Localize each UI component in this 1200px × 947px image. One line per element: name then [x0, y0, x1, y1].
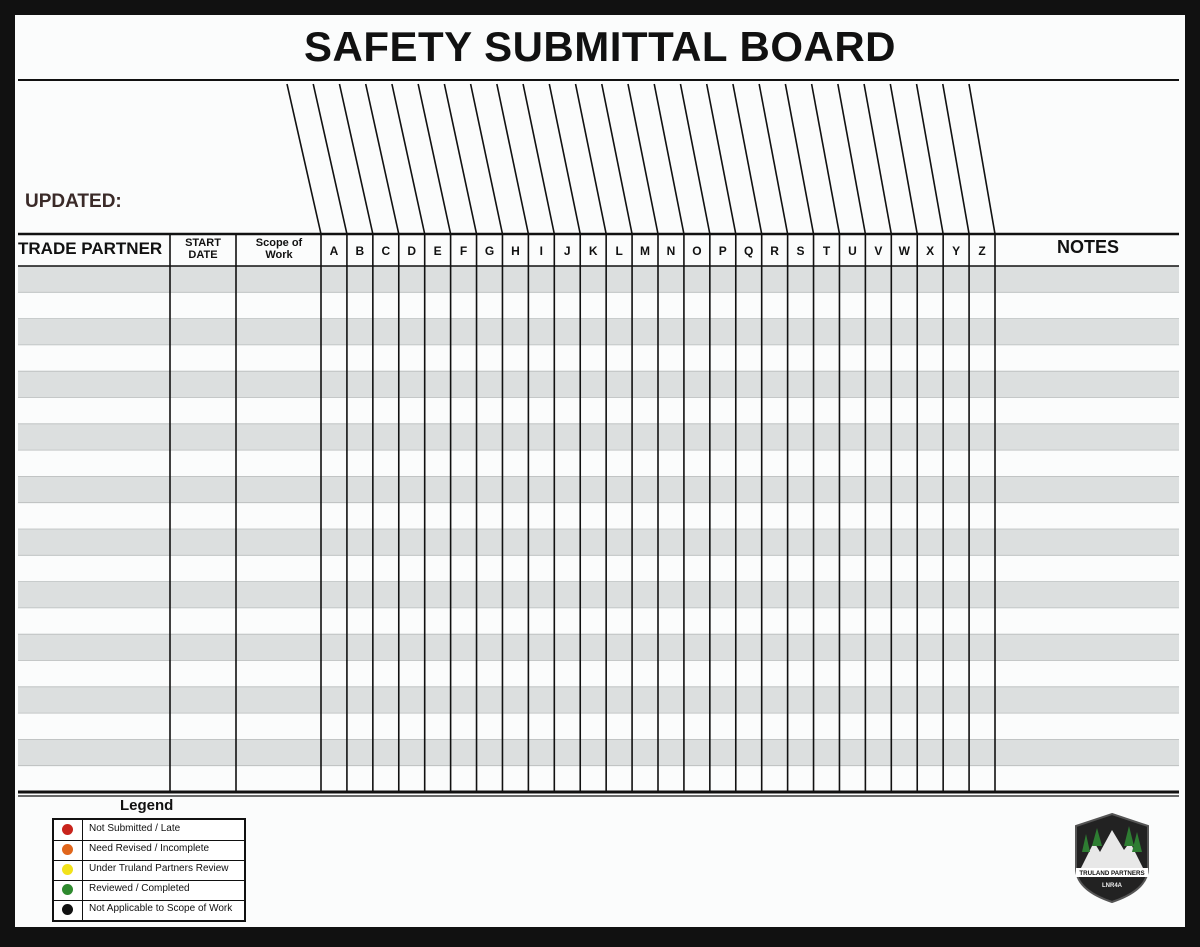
letter-header-n: N: [666, 244, 676, 258]
legend-divider: [82, 900, 83, 920]
legend-label: Not Submitted / Late: [89, 823, 181, 834]
letter-header-i: I: [539, 244, 544, 258]
letter-header-y: Y: [952, 244, 961, 258]
legend-item: [54, 840, 244, 860]
letter-header-k: K: [588, 244, 598, 258]
letter-header-m: M: [640, 244, 651, 258]
legend-color-dot: [62, 884, 73, 895]
legend-item: [54, 820, 244, 840]
letter-header-q: Q: [744, 244, 754, 258]
legend-title: Legend: [120, 797, 174, 814]
letter-header-c: C: [381, 244, 391, 258]
legend-box: [52, 818, 246, 922]
letter-header-a: A: [329, 244, 339, 258]
row-band-shaded: [18, 424, 1179, 450]
letter-header-p: P: [718, 244, 727, 258]
letter-header-f: F: [459, 244, 468, 258]
letter-header-x: X: [926, 244, 935, 258]
board-surface: [15, 15, 1185, 927]
legend-item: [54, 880, 244, 900]
legend-color-dot: [62, 864, 73, 875]
trade-partner-header: TRADE PARTNER: [18, 239, 163, 258]
start-date-header: [172, 238, 234, 261]
legend-row-line: [54, 880, 244, 881]
legend-label: Need Revised / Incomplete: [89, 843, 210, 854]
legend-color-dot: [62, 844, 73, 855]
row-band-shaded: [18, 319, 1179, 345]
svg-text:LNR4A: LNR4A: [1101, 883, 1123, 889]
legend-divider: [82, 860, 83, 880]
letter-header-b: B: [355, 244, 365, 258]
letter-header-l: L: [615, 244, 623, 258]
row-band-shaded: [18, 266, 1179, 292]
letter-header-s: S: [796, 244, 805, 258]
row-band-shaded: [18, 582, 1179, 608]
legend-item: [54, 900, 244, 920]
legend-label: Under Truland Partners Review: [89, 863, 229, 874]
scope-header-line1: Scope of: [255, 237, 303, 249]
legend-item: [54, 860, 244, 880]
legend-row-line: [54, 840, 244, 841]
row-band-shaded: [18, 529, 1179, 555]
letter-header-o: O: [692, 244, 702, 258]
legend-row-line: [54, 900, 244, 901]
board-title: SAFETY SUBMITTAL BOARD: [303, 23, 896, 70]
letter-header-t: T: [822, 244, 831, 258]
svg-text:TRULAND PARTNERS: TRULAND PARTNERS: [1079, 870, 1145, 877]
row-band-shaded: [18, 371, 1179, 397]
scope-of-work-header: [240, 238, 318, 261]
legend-color-dot: [62, 824, 73, 835]
legend-label: Reviewed / Completed: [89, 883, 190, 894]
notes-header: NOTES: [1056, 237, 1119, 257]
letter-header-g: G: [484, 244, 495, 258]
start-date-header-line1: START: [185, 237, 221, 249]
legend-divider: [82, 820, 83, 840]
row-band-shaded: [18, 739, 1179, 765]
start-date-header-line2: DATE: [188, 248, 218, 261]
legend-color-dot: [62, 904, 73, 915]
letter-header-d: D: [407, 244, 417, 258]
letter-header-w: W: [898, 244, 910, 258]
row-band-shaded: [18, 634, 1179, 660]
letter-header-z: Z: [978, 244, 986, 258]
letter-header-v: V: [874, 244, 883, 258]
letter-header-u: U: [848, 244, 857, 258]
scope-header-line2: Work: [265, 248, 293, 261]
letter-header-e: E: [433, 244, 442, 258]
legend-divider: [82, 840, 83, 860]
legend-row-line: [54, 860, 244, 861]
updated-label: UPDATED:: [25, 191, 122, 212]
letter-header-h: H: [511, 244, 520, 258]
letter-header-r: R: [770, 244, 779, 258]
legend-divider: [82, 880, 83, 900]
row-band-shaded: [18, 476, 1179, 502]
truland-partners-logo: [1072, 812, 1152, 904]
letter-header-j: J: [563, 244, 571, 258]
legend-label: Not Applicable to Scope of Work: [89, 903, 233, 914]
row-band-shaded: [18, 687, 1179, 713]
